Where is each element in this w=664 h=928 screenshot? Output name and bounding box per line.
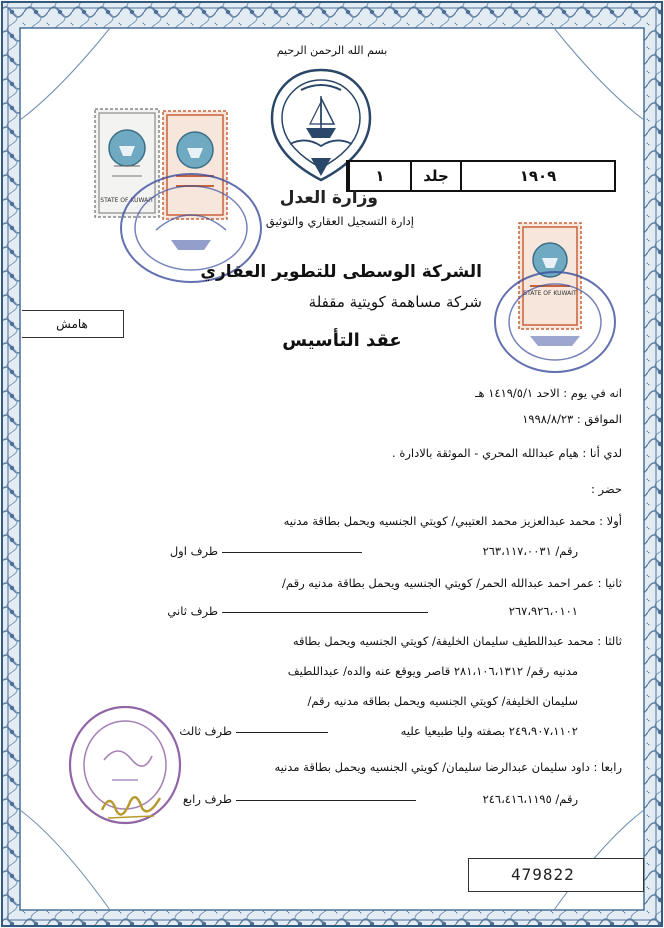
line-date: انه في يوم : الاحد ١٤١٩/٥/١ هـ	[475, 386, 622, 400]
party1-line2: رقم/ ٢٦٣،١١٧،٠٠٣١	[482, 544, 578, 558]
party1-role: طرف اول	[169, 544, 218, 558]
party3-line2: مدنيه رقم/ ٢٨١،١٠٦،١٣١٢ قاصر ويوقع عنه والده/ عبداللطيف	[287, 664, 578, 678]
right-stamp-label: STATE OF KUWAIT	[523, 290, 577, 297]
ministry-name: وزارة العدل	[279, 188, 378, 208]
line-corresponding: الموافق : ١٩٩٨/٨/٢٣	[522, 412, 622, 426]
registry-volume-label: جلد	[410, 162, 460, 190]
party4-role: طرف رابع	[182, 792, 232, 806]
party4-line1: رابعا : داود سليمان عبدالرضا سليمان/ كويتي الجنسيه ويحمل بطاقة مدنيه	[274, 760, 622, 774]
party3-line3: سليمان الخليفة/ كويتي الجنسيه ويحمل بطاقه مدنيه رقم/	[307, 694, 578, 708]
serial-number-box	[468, 858, 644, 892]
document-content	[22, 30, 642, 908]
line-present: حضر :	[591, 482, 622, 496]
margin-box	[22, 310, 124, 338]
party1-dash	[222, 552, 362, 553]
registry-number-box	[346, 160, 616, 192]
registry-volume-number: ١	[348, 162, 410, 190]
party2-dash	[222, 612, 428, 613]
left-stamp-label: STATE OF KUWAIT	[100, 197, 154, 204]
company-name: الشركة الوسطى للتطوير العقاري	[200, 262, 482, 282]
basmala: بسم الله الرحمن الرحيم	[276, 44, 388, 57]
serial-number: 479822	[511, 865, 575, 884]
party3-role: طرف ثالث	[179, 724, 232, 738]
party2-line2: ٢٦٧،٩٢٦،٠١٠١	[508, 604, 578, 618]
party3-line4: ٢٤٩،٩٠٧،١١٠٢ بصفته وليا طبيعيا عليه	[400, 724, 578, 738]
department-name: إدارة التسجيل العقاري والتوثيق	[265, 214, 414, 228]
party2-role: طرف ثاني	[167, 604, 218, 618]
party4-dash	[236, 800, 416, 801]
party2-line1: ثانيا : عمر احمد عبدالله الحمر/ كويتي الجنسيه ويحمل بطاقة مدنيه رقم/	[282, 576, 622, 590]
party3-line1: ثالثا : محمد عبداللطيف سليمان الخليفة/ كويتي الجنسيه ويحمل بطاقه	[292, 634, 622, 648]
party1-line1: أولا : محمد عبدالعزيز محمد العتيبي/ كويتي الجنسيه ويحمل بطاقة مدنيه	[283, 514, 622, 528]
party3-dash	[236, 732, 328, 733]
line-notary: لدي أنا : هيام عبدالله المحري - الموثقة بالادارة .	[392, 446, 622, 460]
party4-line2: رقم/ ٢٤٦،٤١٦،١١٩٥	[482, 792, 578, 806]
company-type: شركة مساهمة كويتية مقفلة	[308, 293, 482, 311]
margin-label: هامش	[56, 317, 88, 331]
ministry-seal-right-icon	[490, 266, 620, 378]
document-title: عقد التأسيس	[282, 330, 402, 351]
registry-number: ١٩٠٩	[460, 162, 614, 190]
signature-icon	[98, 788, 164, 824]
